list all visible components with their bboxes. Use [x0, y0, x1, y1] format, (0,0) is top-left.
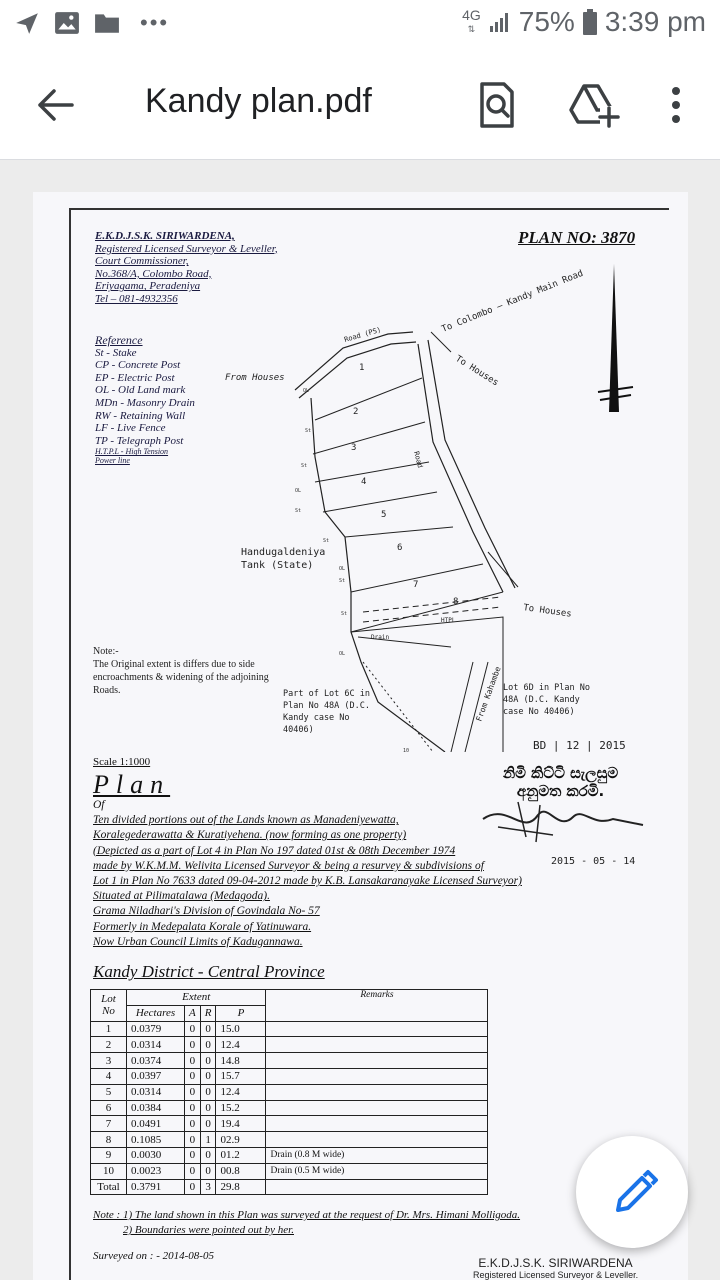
reference-item: OL - Old Land mark	[95, 384, 186, 397]
table-row	[91, 1053, 488, 1069]
map-label-tank: Handugaldeniya Tank (State)	[241, 547, 326, 571]
reference-item: EP - Electric Post	[95, 371, 175, 384]
reference-item: TP - Telegraph Post	[95, 434, 184, 447]
table-row	[91, 1179, 488, 1195]
a-cell: 0	[185, 1037, 201, 1053]
hectares-cell: 0.0384	[127, 1100, 185, 1116]
svg-text:St: St	[339, 578, 346, 584]
description-line: made by W.K.M.M. Welivita Licensed Surveyor & being a resurvey & subdivisions of	[93, 859, 484, 872]
hectares-cell: 0.1085	[127, 1132, 185, 1148]
more-options-button[interactable]	[656, 78, 696, 132]
remarks-cell	[266, 1179, 488, 1195]
lot-cell: 3	[91, 1053, 127, 1069]
remarks-cell	[266, 1132, 488, 1148]
r-cell: 3	[200, 1179, 216, 1195]
lot-cell: 8	[91, 1132, 127, 1148]
p-cell: 15.7	[216, 1068, 266, 1084]
approval-line-1: නිමි කිට්ටි සැලසුම	[503, 764, 619, 782]
reference-item: RW - Retaining Wall	[95, 409, 186, 422]
hectares-cell: 0.0314	[127, 1084, 185, 1100]
search-document-icon	[470, 78, 524, 132]
r-cell: 0	[200, 1100, 216, 1116]
reference-item: St - Stake	[95, 346, 137, 359]
a-cell: 0	[185, 1021, 201, 1037]
plan-heading: Plan	[93, 770, 171, 799]
battery-percent: 75%	[518, 6, 575, 37]
table-row	[91, 1163, 488, 1179]
lot-number: 5	[381, 510, 387, 520]
lot-cell: 5	[91, 1084, 127, 1100]
lot-cell: 2	[91, 1037, 127, 1053]
lot-number: 1	[359, 363, 365, 373]
lot-number: 7	[413, 580, 419, 590]
lot-cell: 10	[91, 1163, 127, 1179]
description-line: Ten divided portions out of the Lands known as Manadeniyewatta,	[93, 814, 399, 827]
description-line: Koralegederawatta & Kuratiyehena. (now forming as one property)	[93, 829, 407, 842]
map-label-from-kahambe: From Kahambe	[474, 665, 503, 723]
a-cell: 0	[185, 1068, 201, 1084]
map-label-lot6c: Part of Lot 6C in Plan No 48A (D.C. Kandy case No 40406)	[283, 689, 370, 735]
hectares-cell: 0.0379	[127, 1021, 185, 1037]
extent-table	[90, 989, 488, 1195]
a-cell: 0	[185, 1084, 201, 1100]
remarks-cell: Drain (0.8 M wide)	[266, 1147, 488, 1163]
map-label-drain: Drain	[371, 634, 390, 641]
svg-text:St: St	[305, 428, 312, 434]
surveyor-title: Registered Licensed Surveyor & Leveller,	[95, 242, 278, 255]
network-type: 4G	[462, 7, 481, 23]
reference-item: LF - Live Fence	[95, 422, 166, 435]
header-p: P	[216, 1005, 266, 1021]
note-heading: Note:-	[93, 646, 119, 657]
description-line: Of	[93, 799, 105, 811]
a-cell: 0	[185, 1116, 201, 1132]
surveyor-role: Court Commissioner,	[95, 255, 189, 268]
surveyor-address-2: Eriyagama, Peradeniya	[95, 280, 201, 293]
hectares-cell: 0.0374	[127, 1053, 185, 1069]
map-label-htpl: HTPL	[441, 617, 456, 624]
lot-number: 4	[361, 477, 367, 487]
svg-text:OL: OL	[303, 388, 310, 394]
surveyor-tel: Tel – 081-4932356	[95, 292, 178, 305]
lot-cell: 9	[91, 1147, 127, 1163]
remarks-cell	[266, 1100, 488, 1116]
pdf-page	[33, 192, 688, 1280]
reference-item: CP - Concrete Post	[95, 359, 181, 372]
header-r: R	[200, 1005, 216, 1021]
remarks-cell	[266, 1084, 488, 1100]
map-label-to-houses-top: To Houses	[453, 354, 501, 389]
clock: 3:39 pm	[604, 6, 706, 37]
r-cell: 0	[200, 1116, 216, 1132]
r-cell: 0	[200, 1053, 216, 1069]
svg-text:St: St	[301, 463, 308, 469]
table-row	[91, 1068, 488, 1084]
more-vert-icon	[656, 78, 696, 132]
reference-item: MDn - Masonry Drain	[95, 396, 195, 409]
a-cell: 0	[185, 1100, 201, 1116]
hectares-cell: 0.0491	[127, 1116, 185, 1132]
map-label-road: Road	[412, 450, 425, 469]
network-indicator: 4G ⇅	[462, 7, 481, 34]
hectares-cell: 0.0397	[127, 1068, 185, 1084]
r-cell: 1	[200, 1132, 216, 1148]
surveyed-on: Surveyed on : - 2014-08-05	[93, 1250, 214, 1262]
pencil-icon	[576, 1136, 688, 1248]
remarks-cell	[266, 1053, 488, 1069]
hectares-cell: 0.0314	[127, 1037, 185, 1053]
r-cell: 0	[200, 1021, 216, 1037]
signal-icon	[489, 11, 511, 33]
r-cell: 0	[200, 1084, 216, 1100]
lot-number: 3	[351, 443, 357, 453]
p-cell: 01.2	[216, 1147, 266, 1163]
lot-cell: Total	[91, 1179, 127, 1195]
lot-cell: 1	[91, 1021, 127, 1037]
a-cell: 0	[185, 1179, 201, 1195]
note-block	[93, 645, 293, 697]
description-line: Lot 1 in Plan No 7633 dated 09-04-2012 made by K.B. Lansakaranayake Licensed Surveyor)	[93, 875, 522, 888]
handwritten-date: BD | 12 | 2015	[533, 739, 626, 752]
table-row	[91, 1021, 488, 1037]
footer-notes	[93, 1208, 520, 1238]
a-cell: 0	[185, 1163, 201, 1179]
reference-item: H.T.P.L - High Tension Power line	[95, 447, 169, 466]
table-row	[91, 1132, 488, 1148]
r-cell: 0	[200, 1068, 216, 1084]
status-bar-system	[462, 6, 706, 38]
svg-text:St: St	[295, 508, 302, 514]
header-lot: Lot No	[91, 990, 127, 1022]
battery-icon	[583, 9, 597, 35]
table-row	[91, 1100, 488, 1116]
remarks-cell: Drain (0.5 M wide)	[266, 1163, 488, 1179]
p-cell: 15.2	[216, 1100, 266, 1116]
hectares-cell: 0.0030	[127, 1147, 185, 1163]
svg-text:OL: OL	[339, 651, 346, 657]
reference-heading: Reference	[95, 333, 143, 347]
description-line: (Depicted as a part of Lot 4 in Plan No 197 dated 01st & 08th December 1974	[93, 844, 456, 857]
map-label-to-colombo: To Colombo – Kandy Main Road	[440, 268, 585, 335]
status-bar-notifications	[14, 10, 169, 36]
document-title: Kandy plan.pdf	[145, 82, 372, 120]
a-cell: 0	[185, 1147, 201, 1163]
plan-description	[93, 798, 613, 950]
remarks-cell	[266, 1116, 488, 1132]
image-icon	[54, 11, 80, 35]
svg-text:St: St	[323, 538, 330, 544]
surveyor-stamp	[473, 1256, 638, 1280]
lot-cell: 6	[91, 1100, 127, 1116]
app-bar	[0, 50, 720, 160]
remarks-cell	[266, 1037, 488, 1053]
district-heading: Kandy District - Central Province	[93, 962, 325, 981]
hectares-cell: 0.3791	[127, 1179, 185, 1195]
surveyor-name: E.K.D.J.S.K. SIRIWARDENA,	[95, 230, 235, 242]
edit-fab-button[interactable]	[576, 1136, 688, 1248]
p-cell: 02.9	[216, 1132, 266, 1148]
note-text: The Original extent is differs due to side encroachments & widening of the adjoining Roads.	[93, 659, 269, 696]
p-cell: 12.4	[216, 1037, 266, 1053]
a-cell: 0	[185, 1053, 201, 1069]
header-hectares: Hectares	[127, 1005, 185, 1021]
r-cell: 0	[200, 1163, 216, 1179]
table-row	[91, 1147, 488, 1163]
folder-icon	[94, 12, 120, 34]
header-remarks: Remarks	[266, 990, 488, 1022]
map-label-lot6d: Lot 6D in Plan No 48A (D.C. Kandy case No 40406)	[503, 683, 590, 717]
table-header-row	[91, 990, 488, 1006]
surveyor-address-1: No.368/A, Colombo Road,	[95, 267, 212, 280]
status-bar	[0, 0, 720, 50]
description-line: Now Urban Council Limits of Kadugannawa.	[93, 935, 303, 948]
plan-number: PLAN NO: 3870	[518, 228, 636, 247]
find-in-document-button[interactable]	[470, 78, 524, 132]
p-cell: 19.4	[216, 1116, 266, 1132]
description-line: Grama Niladhari's Division of Govindala No- 57	[93, 905, 320, 918]
more-notifications-icon: •••	[140, 10, 170, 35]
svg-text:St: St	[341, 611, 348, 617]
scale-text: Scale 1:1000	[93, 756, 151, 768]
svg-text:OL: OL	[339, 566, 346, 572]
table-row	[91, 1116, 488, 1132]
hectares-cell: 0.0023	[127, 1163, 185, 1179]
approval-line-2: අනුමත කරමි.	[516, 782, 605, 800]
lot-cell: 4	[91, 1068, 127, 1084]
lot-number: 6	[397, 543, 403, 553]
p-cell: 12.4	[216, 1084, 266, 1100]
arrow-back-icon	[28, 80, 84, 130]
p-cell: 29.8	[216, 1179, 266, 1195]
lot-number: 2	[353, 407, 359, 417]
north-arrow-icon	[598, 264, 633, 412]
table-row	[91, 1084, 488, 1100]
header-a: A	[185, 1005, 201, 1021]
p-cell: 15.0	[216, 1021, 266, 1037]
map-label-to-houses-right: To Houses	[522, 603, 573, 620]
a-cell: 0	[185, 1132, 201, 1148]
stamp-name: E.K.D.J.S.K. SIRIWARDENA	[478, 1256, 633, 1270]
add-to-drive-button[interactable]	[566, 78, 620, 132]
approval-text	[503, 764, 618, 800]
svg-text:OL: OL	[295, 488, 302, 494]
footer-note-2: 2) Boundaries were pointed out by her.	[123, 1224, 294, 1236]
map-label-from-houses: From Houses	[225, 373, 285, 383]
remarks-cell	[266, 1021, 488, 1037]
back-button[interactable]	[28, 80, 84, 130]
lot-number: 8	[453, 597, 459, 607]
add-to-drive-icon	[566, 78, 620, 132]
signature-date: 2015 - 05 - 14	[551, 856, 636, 867]
lot-cell: 7	[91, 1116, 127, 1132]
header-extent: Extent	[127, 990, 266, 1006]
description-line: Formerly in Medepalata Korale of Yatinuwara.	[93, 920, 312, 933]
r-cell: 0	[200, 1037, 216, 1053]
description-line: Situated at Pilimatalawa (Medagoda).	[93, 890, 270, 903]
p-cell: 14.8	[216, 1053, 266, 1069]
table-row	[91, 1037, 488, 1053]
p-cell: 00.8	[216, 1163, 266, 1179]
r-cell: 0	[200, 1147, 216, 1163]
map-label-road-ps: Road (PS)	[343, 325, 383, 344]
svg-text:10: 10	[403, 748, 410, 752]
table-body	[91, 1021, 488, 1195]
remarks-cell	[266, 1068, 488, 1084]
stamp-title: Registered Licensed Surveyor & Leveller.	[473, 1270, 639, 1280]
send-icon	[14, 10, 40, 36]
footer-note-1: Note : 1) The land shown in this Plan was surveyed at the request of Dr. Mrs. Himani Molligoda.	[93, 1209, 521, 1221]
pdf-viewer[interactable]	[0, 160, 720, 1280]
